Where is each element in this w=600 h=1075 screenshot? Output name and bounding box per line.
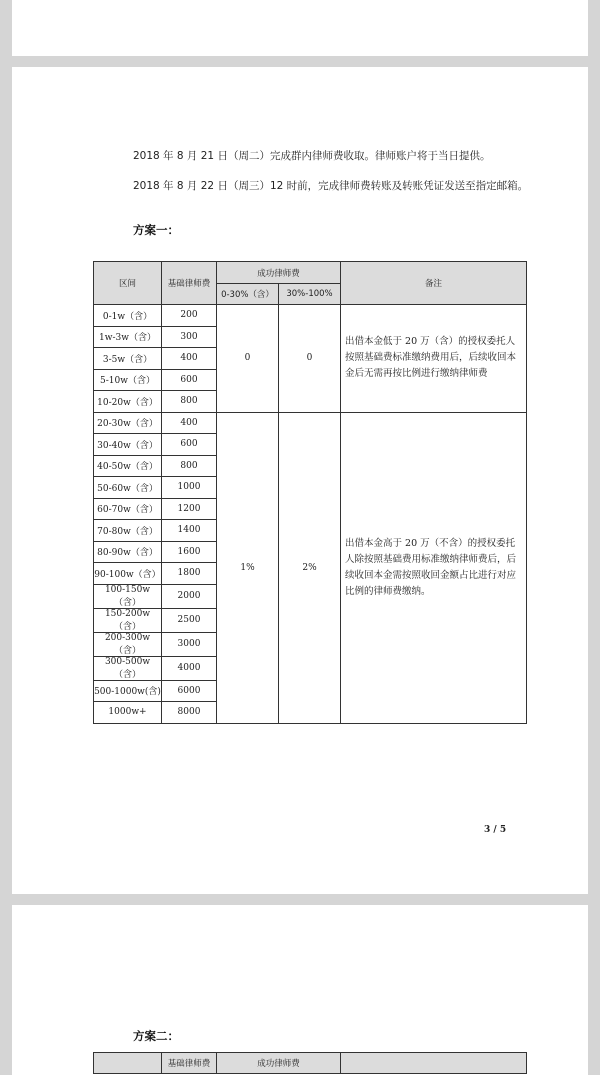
range-cell: 300-500w（含） <box>94 656 162 680</box>
range-cell: 3-5w（含） <box>94 348 162 370</box>
range-cell: 30-40w（含） <box>94 434 162 456</box>
range-cell: 90-100w（含） <box>94 563 162 585</box>
range-cell: 60-70w（含） <box>94 498 162 520</box>
group2-note: 出借本金高于 20 万（不含）的授权委托人除按照基础费用标准缴纳律师费后，后续收回本金需按照收回金额占比进行对应比例的律师费缴纳。 <box>341 412 527 723</box>
fee-cell: 1400 <box>162 520 217 542</box>
range-cell: 5-10w（含） <box>94 369 162 391</box>
range-cell: 20-30w（含） <box>94 412 162 434</box>
fee-cell: 600 <box>162 369 217 391</box>
group1-success-high: 0 <box>279 305 341 413</box>
fee-cell: 400 <box>162 348 217 370</box>
fee-cell: 8000 <box>162 702 217 724</box>
fee-cell: 2000 <box>162 584 217 608</box>
header-range: 区间 <box>94 262 162 305</box>
header-success-low: 0-30%（含） <box>217 284 279 305</box>
fee-table <box>93 261 527 724</box>
group1-note: 出借本金低于 20 万（含）的授权委托人按照基础费标准缴纳费用后，后续收回本金后无需再按比例进行缴纳律师费 <box>341 305 527 413</box>
table-row <box>94 305 527 327</box>
range-cell: 1w-3w（含） <box>94 326 162 348</box>
header-success-high: 30%-100% <box>279 284 341 305</box>
range-cell: 0-1w（含） <box>94 305 162 327</box>
fee-cell: 1000 <box>162 477 217 499</box>
plan1-title: 方案一： <box>133 223 179 237</box>
fee-cell: 1200 <box>162 498 217 520</box>
document-page <box>12 67 588 894</box>
fee-cell: 4000 <box>162 656 217 680</box>
fee-cell: 1600 <box>162 541 217 563</box>
fee-cell: 6000 <box>162 680 217 702</box>
fee-cell: 3000 <box>162 632 217 656</box>
date-line-1: 2018 年 8 月 21 日（周二）完成群内律师费收取。律师账户将于当日提供。 <box>133 150 491 162</box>
range-cell: 200-300w（含） <box>94 632 162 656</box>
plan2-header-success-fee: 成功律师费 <box>217 1053 341 1074</box>
next-page <box>12 905 588 1075</box>
fee-cell: 300 <box>162 326 217 348</box>
plan2-title: 方案二： <box>133 1029 179 1043</box>
fee-cell: 2500 <box>162 608 217 632</box>
fee-cell: 400 <box>162 412 217 434</box>
plan2-header-range <box>94 1053 162 1074</box>
group1-success-low: 0 <box>217 305 279 413</box>
range-cell: 10-20w（含） <box>94 391 162 413</box>
range-cell: 40-50w（含） <box>94 455 162 477</box>
range-cell: 70-80w（含） <box>94 520 162 542</box>
range-cell: 100-150w（含） <box>94 584 162 608</box>
plan2-header-base-fee: 基础律师费 <box>162 1053 217 1074</box>
fee-cell: 1800 <box>162 563 217 585</box>
range-cell: 50-60w（含） <box>94 477 162 499</box>
plan2-table <box>93 1052 527 1074</box>
fee-cell: 600 <box>162 434 217 456</box>
group2-success-high: 2% <box>279 412 341 723</box>
plan2-header-note <box>341 1053 527 1074</box>
range-cell: 150-200w（含） <box>94 608 162 632</box>
header-success-fee: 成功律师费 <box>217 262 341 284</box>
fee-cell: 200 <box>162 305 217 327</box>
range-cell: 80-90w（含） <box>94 541 162 563</box>
group2-success-low: 1% <box>217 412 279 723</box>
fee-cell: 800 <box>162 455 217 477</box>
table-row <box>94 412 527 434</box>
date-line-2: 2018 年 8 月 22 日（周三）12 时前，完成律师费转账及转账凭证发送至指定邮箱。 <box>133 180 529 192</box>
fee-cell: 800 <box>162 391 217 413</box>
range-cell: 1000w+ <box>94 702 162 724</box>
range-cell: 500-1000w(含) <box>94 680 162 702</box>
page-number: 3 / 5 <box>484 825 507 835</box>
header-note: 备注 <box>341 262 527 305</box>
header-base-fee: 基础律师费 <box>162 262 217 305</box>
previous-page <box>12 0 588 56</box>
